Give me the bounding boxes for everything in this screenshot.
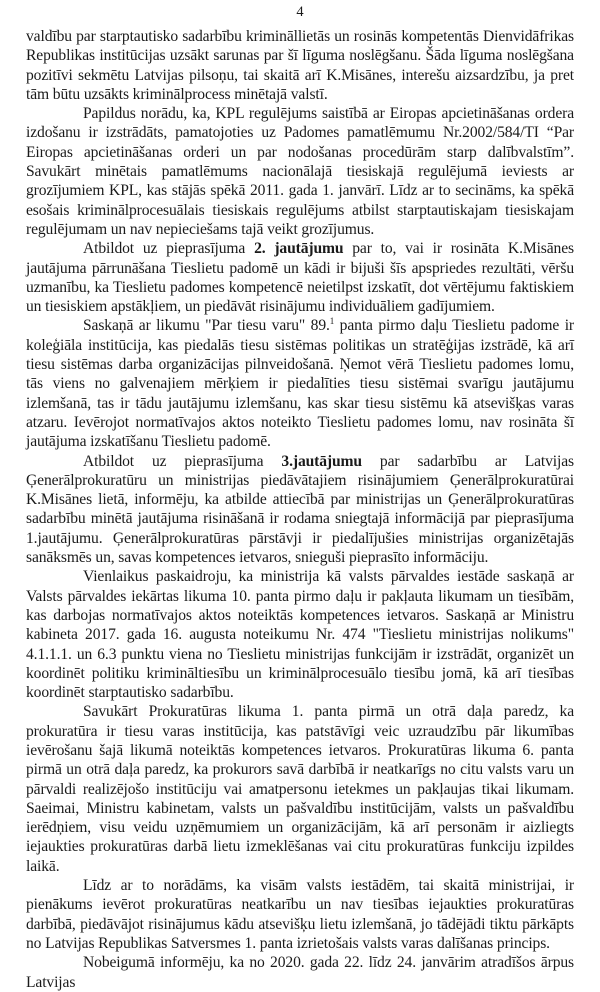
paragraph-text-lead: Saskaņā ar likumu "Par tiesu varu" 89. [83, 317, 330, 335]
paragraph-question-3-answer [26, 452, 574, 568]
paragraph-council-of-justice-role [26, 316, 574, 451]
paragraph-south-africa-agreement: valdību par starptautisko sadarbību krimināllietās un rosinās kompetentās Dienvidāfrikas Republikas institūcijas uzsākt sarunas par šī līguma noslēgšanu. Šāda līguma noslēgšana pozitīvi sekmētu Latvijas pilsoņu, tai skaitā arī K.Misānes, interešu aizsardzību, ja pret tām būtu uzsākts kriminālprocess minētajā valstī. [26, 28, 574, 103]
paragraph-text-lead: Atbildot uz pieprasījuma [83, 452, 282, 470]
paragraph-text-rest: par sadarbību ar Latvijas Ģenerālprokuratūru un ministrijas piedāvātajiem risinājumiem Ģenerālprokuratūrai K.Misānes lietā, informēju, ka atbilde attiecībā par ministrijas un Ģenerālprokuratūras sadarbību minētā jautājuma risināšanā ir rodama sniegtajā informācijā par pieprasījuma 1.jautājumu. Ģenerālprokuratūras pārstāvji ir piedalījušies ministrijas organizētajās sanāksmēs un, savas kompetences ietvaros, snieguši pieprasīto informāciju. [26, 452, 574, 567]
section-superscript: 1 [329, 316, 335, 327]
page-number: 4 [296, 4, 304, 20]
paragraph-text-rest: panta pirmo daļu Tieslietu padome ir koleģiāla institūcija, kas piedalās tiesu sistēmas politikas un stratēģijas izstrādē, kā arī tiesu sistēmas darba organizācijas pilnveidošanā. Ņemot vērā Tieslietu padomes lomu, tās viens no galvenajiem mērķiem ir piedalīties tiesu sistēmai svarīgu jautājumu izlemšanā, tas ir tādu jautājumu izlemšanu, kas skar tiesu sistēmu kā atsevišķas varas atzaru. Ievērojot normatīvajos aktos noteikto Tieslietu padomes lomu, nav rosināta šī jautājuma izskatīšanu Tieslietu padomē. [26, 317, 574, 451]
question-3-reference: 3.jautājumu [281, 452, 362, 470]
paragraph-text-rest: par to, vai ir rosināta K.Misānes jautājuma pārrunāšana Tieslietu padomē un kādi ir bijuši šīs apspriedes rezultāti, vēršu uzmanību, ka Tieslietu padomes kompetencē neietilpst izskatīt, dot vērtējumu faktiskiem un tiesiskiem apstākļiem, un piedāvāt risinājumu individuāliem gadījumiem. [26, 240, 574, 316]
paragraph-ministry-competence: Vienlaikus paskaidroju, ka ministrija kā valsts pārvaldes iestāde saskaņā ar Valsts pārvaldes iekārtas likuma 10. panta pirmo daļu ir pakļauta likumam un tiesībām, kas darbojas normatīvajos aktos noteiktās kompetences ietvaros. Saskaņā ar Ministru kabineta 2017. gada 16. augusta noteikumu Nr. 474 "Tieslietu ministrijas nolikums" 4.1.1.1. un 6.3 punktu viena no Tieslietu ministrijas funkcijām ir izstrādāt, organizēt un koordinēt politiku krimināltiesību un kriminālprocesuālo tiesību jomā, kā arī tiesības koordinēt starptautisko sadarbību. [26, 568, 574, 702]
paragraph-european-arrest-warrant: Papildus norādu, ka, KPL regulējums saistībā ar Eiropas apcietināšanas ordera izdošanu ir izstrādāts, pamatojoties uz Padomes pamatlēmumu Nr.2002/584/TI “Par Eiropas apcietināšanas orderi un par nodošanas procedūrām starp dalībvalstīm”. Savukārt minētais pamatlēmums nacionālajā tiesiskajā regulējumā ieviests ar grozījumiem KPL, kas stājās spēkā 2011. gada 1. janvārī. Līdz ar to secināms, ka spēkā esošais kriminālprocesuālais tiesiskais regulējums atbilst starptautiskajam tiesiskajam regulējumam un nav nepieciešams tajā veikt grozījumus. [26, 105, 574, 238]
document-body [26, 27, 574, 992]
paragraph-text-lead: Atbildot uz pieprasījuma [83, 240, 255, 258]
question-2-reference: 2. jautājumu [254, 240, 344, 258]
paragraph-prosecution-law: Savukārt Prokuratūras likuma 1. panta pirmā un otrā daļa paredz, ka prokuratūra ir tiesu varas institūcija, kas patstāvīgi veic uzraudzību pār likumības ievērošanu šajā likumā noteiktās kompetences ietvaros. Prokuratūras likuma 6. panta pirmā un otrā daļa paredz, ka prokurors savā darbībā ir neatkarīgs no citu valsts varu un pārvaldi realizējošo institūciju vai amatpersonu ietekmes un pakļaujas tikai likumam. Saeimai, Ministru kabinetam, valsts un pašvaldību institūcijām, valsts un pašvaldību ierēdņiem, visu veidu uzņēmumiem un organizācijām, kā arī personām ir aizliegts iejaukties prokuratūras darbā lietu izmeklēšanas vai citu prokuratūras funkciju izpildes laikā. [26, 703, 574, 875]
paragraph-prosecution-independence: Līdz ar to norādāms, ka visām valsts iestādēm, tai skaitā ministrijai, ir pienākums ievērot prokuratūras neatkarību un nav tiesības iejaukties prokuratūras darbībā, piedāvājot risinājumus kādu atsevišķu lietu izlemšanā, jo tādējādi tiktu pārkāpts no Latvijas Republikas Satversmes 1. panta izrietošais valsts varas dalīšanas princips. [26, 877, 574, 952]
paragraph-question-2-answer [26, 239, 574, 316]
paragraph-closing: Nobeigumā informēju, ka no 2020. gada 22. līdz 24. janvārim atradīšos ārpus Latvijas [26, 954, 574, 991]
